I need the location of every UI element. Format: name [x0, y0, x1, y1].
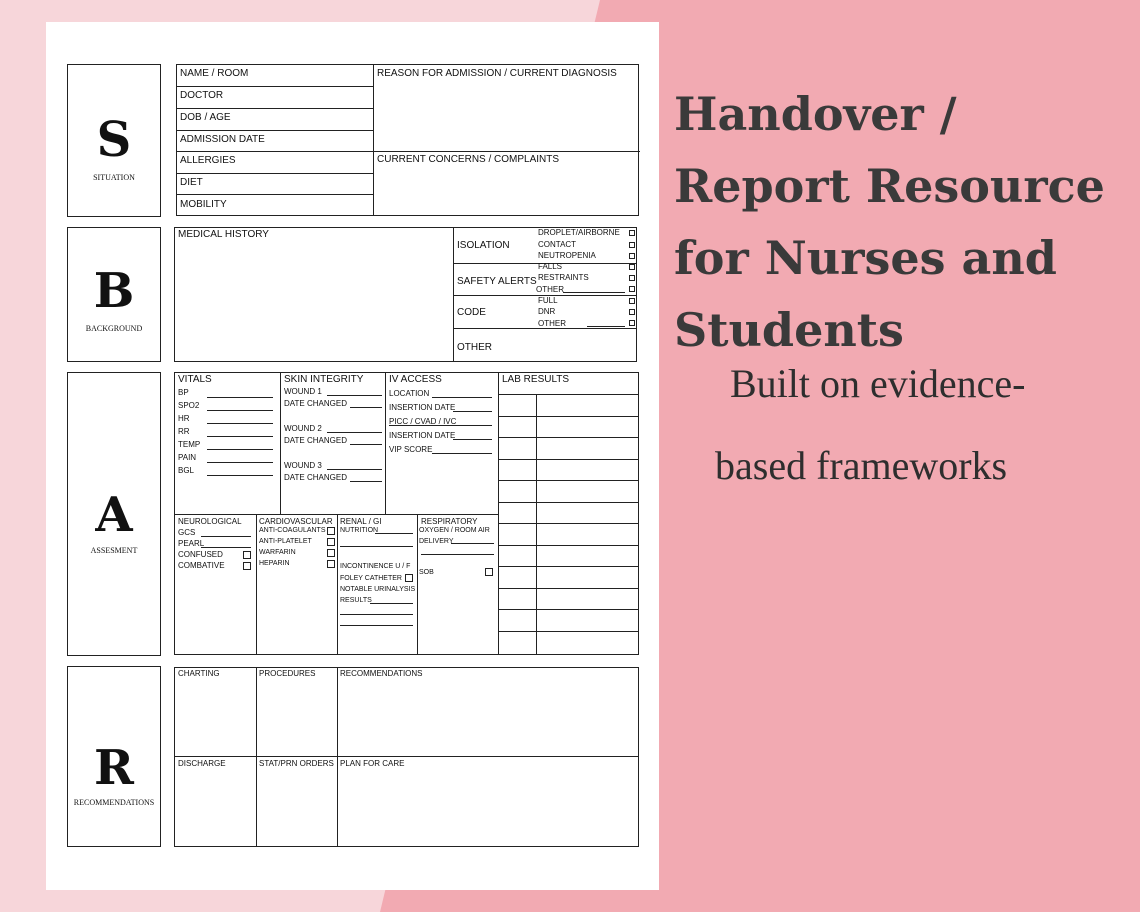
skin-integrity-label: SKIN INTEGRITY [284, 374, 364, 385]
code-option-dnr: DNR [538, 307, 556, 316]
situation-word: SITUATION [93, 173, 135, 182]
checkbox[interactable] [629, 298, 635, 304]
renal-incontinence: INCONTINENCE U / F [340, 563, 411, 570]
field-current-concerns: CURRENT CONCERNS / COMPLAINTS [377, 154, 560, 165]
title-line-4: Students [674, 303, 904, 357]
assessment-word: ASSESMENT [90, 546, 138, 555]
checkbox[interactable] [629, 320, 635, 326]
checkbox[interactable] [629, 275, 635, 281]
neuro-label: NEUROLOGICAL [178, 517, 242, 526]
resp-sob: SOB [419, 569, 434, 576]
iv-vip-score: VIP SCORE [389, 445, 433, 454]
iv-location: LOCATION [389, 389, 430, 398]
neuro-confused: CONFUSED [178, 550, 223, 559]
charting-label: CHARTING [178, 669, 220, 678]
background-letter: B [93, 263, 135, 319]
recommendations-letter: R [94, 740, 134, 796]
code-option-other: OTHER [538, 319, 566, 328]
field-diet: DIET [180, 177, 203, 188]
title-line-1: Handover / [674, 87, 957, 141]
code-option-full: FULL [538, 296, 558, 305]
checkbox[interactable] [485, 568, 493, 576]
iv-picc-cvad-ivc: PICC / CVAD / IVC [389, 417, 457, 426]
neuro-gcs: GCS [178, 528, 196, 537]
handover-sheet [46, 22, 659, 890]
medical-history-label: MEDICAL HISTORY [178, 229, 269, 240]
renal-results: RESULTS [340, 597, 372, 604]
field-dob-age: DOB / AGE [180, 112, 231, 123]
iv-insertion-date-2: INSERTION DATE [389, 431, 456, 440]
skin-wound-3: WOUND 3 [284, 461, 322, 470]
safety-alerts-label: SAFETY ALERTS [457, 276, 537, 287]
field-name-room: NAME / ROOM [180, 68, 249, 79]
resp-oxygen-room-air: OXYGEN / ROOM AIR [419, 527, 490, 534]
isolation-option-droplet: DROPLET/AIRBORNE [538, 228, 620, 237]
vital-bgl: BGL [178, 466, 195, 475]
checkbox[interactable] [629, 309, 635, 315]
recommendations-letter-box [67, 666, 161, 847]
cardio-antiplatelet: ANTI-PLATELET [259, 538, 312, 545]
renal-nutrition: NUTRITION [340, 527, 379, 534]
cardio-heparin: HEPARIN [259, 560, 290, 567]
neuro-pearl: PEARL [178, 539, 205, 548]
other-label: OTHER [457, 342, 492, 353]
vital-hr: HR [178, 414, 190, 423]
vital-rr: RR [178, 427, 190, 436]
situation-table [176, 64, 639, 216]
checkbox[interactable] [243, 551, 251, 559]
field-reason-admission: REASON FOR ADMISSION / CURRENT DIAGNOSIS [377, 68, 617, 79]
situation-letter-box [67, 64, 161, 217]
renal-notable-urinalysis: NOTABLE URINALYSIS [340, 586, 416, 593]
vital-bp: BP [178, 388, 189, 397]
assessment-letter-box [67, 372, 161, 656]
field-admission-date: ADMISSION DATE [180, 134, 265, 145]
isolation-label: ISOLATION [457, 240, 510, 251]
vital-spo2: SPO2 [178, 401, 200, 410]
cardio-warfarin: WARFARIN [259, 549, 296, 556]
situation-letter: S [96, 112, 132, 168]
assessment-letter: A [95, 487, 133, 543]
iv-insertion-date: INSERTION DATE [389, 403, 456, 412]
iv-access-label: IV ACCESS [389, 374, 442, 385]
cardio-label: CARDIOVASCULAR [259, 517, 333, 526]
resp-delivery: DELIVERY [419, 538, 454, 545]
field-mobility: MOBILITY [180, 199, 227, 210]
title-line-2: Report Resource [674, 159, 1105, 213]
safety-option-falls: FALLS [538, 262, 563, 271]
background-word: BACKGROUND [85, 324, 143, 333]
isolation-option-neutropenia: NEUTROPENIA [538, 251, 596, 260]
checkbox[interactable] [405, 574, 413, 582]
checkbox[interactable] [327, 560, 335, 568]
checkbox[interactable] [629, 286, 635, 292]
procedures-label: PROCEDURES [259, 669, 316, 678]
recommendations-word: RECOMMENDATIONS [73, 798, 155, 807]
title-line-3: for Nurses and [674, 231, 1057, 285]
safety-option-restraints: RESTRAINTS [538, 273, 589, 282]
renal-label: RENAL / GI [340, 517, 382, 526]
checkbox[interactable] [629, 242, 635, 248]
field-allergies: ALLERGIES [180, 155, 236, 166]
vitals-label: VITALS [178, 374, 212, 385]
checkbox[interactable] [327, 538, 335, 546]
field-doctor: DOCTOR [180, 90, 224, 101]
renal-foley-catheter: FOLEY CATHETER [340, 575, 402, 582]
neuro-combative: COMBATIVE [178, 561, 225, 570]
code-label: CODE [457, 307, 486, 318]
recommendations-label: RECOMMENDATIONS [340, 669, 423, 678]
skin-wound-2: WOUND 2 [284, 424, 322, 433]
subtitle-line-2: based frameworks [715, 443, 1008, 488]
checkbox[interactable] [243, 562, 251, 570]
recommendations-table [174, 667, 639, 847]
checkbox[interactable] [327, 527, 335, 535]
skin-date-changed-1: DATE CHANGED [284, 399, 347, 408]
assessment-table [174, 372, 639, 655]
plan-for-care-label: PLAN FOR CARE [340, 759, 405, 768]
resp-label: RESPIRATORY [421, 517, 478, 526]
skin-date-changed-3: DATE CHANGED [284, 473, 347, 482]
cardio-anticoagulants: ANTI-COAGULANTS [259, 527, 326, 534]
vital-temp: TEMP [178, 440, 201, 449]
isolation-option-contact: CONTACT [538, 240, 577, 249]
subtitle-line-1: Built on evidence- [730, 361, 1026, 406]
background-table [174, 227, 637, 362]
stat-prn-label: STAT/PRN ORDERS [259, 759, 334, 768]
skin-date-changed-2: DATE CHANGED [284, 436, 347, 445]
discharge-label: DISCHARGE [178, 759, 226, 768]
checkbox[interactable] [629, 264, 635, 270]
checkbox[interactable] [327, 549, 335, 557]
checkbox[interactable] [629, 253, 635, 259]
vital-pain: PAIN [178, 453, 197, 462]
lab-results-label: LAB RESULTS [502, 374, 570, 385]
checkbox[interactable] [629, 230, 635, 236]
background-letter-box [67, 227, 161, 362]
safety-option-other: OTHER [536, 285, 564, 294]
skin-wound-1: WOUND 1 [284, 387, 322, 396]
product-title [674, 78, 1134, 366]
